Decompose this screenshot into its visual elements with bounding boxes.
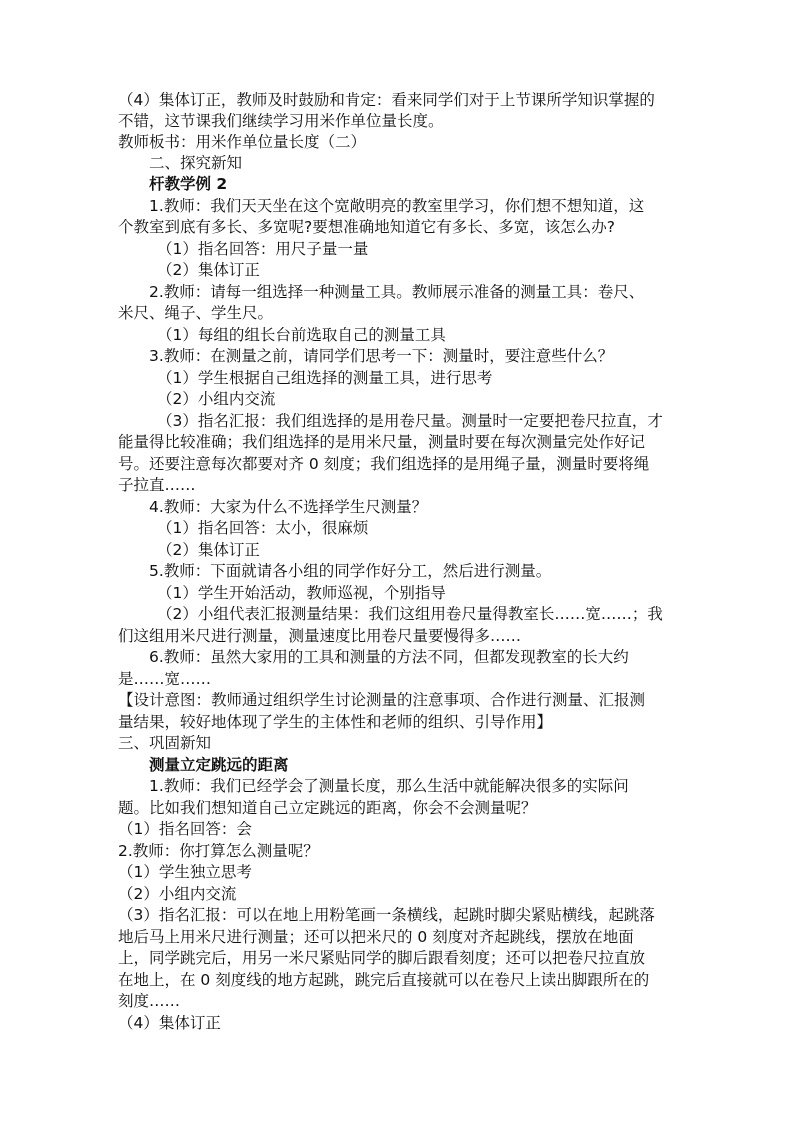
- text-line: 子拉直……: [118, 476, 196, 494]
- text-line: 不错，这节课我们继续学习用米作单位量长度。: [118, 112, 444, 130]
- text-line: （3）指名汇报：我们组选择的是用卷尺量。测量时一定要把卷尺拉直，才: [157, 412, 663, 430]
- text-line: 能量得比较准确；我们组选择的是用米尺量，测量时要在每次测量完处作好记: [118, 433, 646, 451]
- text-line: （2）小组代表汇报测量结果：我们这组用卷尺量得教室长……宽……；我: [157, 605, 663, 623]
- text-line: 4.教师：大家为什么不选择学生尺测量？: [149, 498, 428, 516]
- text-line: 2.教师：请每一组选择一种测量工具。教师展示准备的测量工具：卷尺、: [149, 283, 645, 301]
- text-line: （1）每组的组长台前选取自己的测量工具: [157, 326, 446, 344]
- text-line: （1）指名回答：会: [118, 820, 252, 838]
- text-line: 号。还要注意每次都要对齐 0 刻度；我们组选择的是用绳子量，测量时要将绳: [118, 455, 650, 473]
- text-line: （1）指名回答：太小，很麻烦: [157, 519, 369, 537]
- text-line: 上，同学跳完后，用另一米尺紧贴同学的脚后跟看刻度；还可以把卷尺拉直放: [118, 949, 646, 967]
- text-line: 米尺、绳子、学生尺。: [118, 304, 274, 322]
- text-line: 们这组用米尺进行测量，测量速度比用卷尺量要慢得多……: [118, 627, 522, 645]
- text-line: 5.教师：下面就请各小组的同学作好分工，然后进行测量。: [149, 562, 552, 580]
- text-line: （2）集体订正: [157, 541, 260, 559]
- text-line: 在地上，在 0 刻度线的地方起跳，跳完后直接就可以在卷尺上读出脚跟所在的: [118, 971, 650, 989]
- text-line: 地后马上用米尺进行测量；还可以把米尺的 0 刻度对齐起跳线，摆放在地面: [118, 928, 634, 946]
- design-intent-note: 量结果，较好地体现了学生的主体性和老师的组织、引导作用】: [118, 713, 553, 731]
- section-heading: 二、探究新知: [149, 154, 243, 172]
- subsection-heading: 杆教学例 2: [149, 175, 228, 193]
- text-line: 是……宽……: [118, 670, 212, 688]
- text-line: 题。比如我们想知道自己立定跳远的距离，你会不会测量呢？: [118, 799, 537, 817]
- design-intent-note: 【设计意图：教师通过组织学生讨论测量的注意事项、合作进行测量、汇报测: [118, 691, 646, 709]
- subsection-heading: 测量立定跳远的距离: [149, 756, 289, 774]
- text-line: （2）小组内交流: [118, 885, 237, 903]
- text-line: （2）小组内交流: [157, 390, 276, 408]
- text-line: 刻度……: [118, 992, 181, 1010]
- text-line: 3.教师：在测量之前，请同学们思考一下：测量时，要注意些什么？: [149, 347, 614, 365]
- text-line: 1.教师：我们天天坐在这个宽敞明亮的教室里学习，你们想不想知道，这: [149, 197, 645, 215]
- text-line: 6.教师：虽然大家用的工具和测量的方法不同，但都发现教室的长大约: [149, 648, 629, 666]
- text-line: 1.教师：我们已经学会了测量长度，那么生活中就能解决很多的实际问: [149, 777, 629, 795]
- text-line: 教师板书：用米作单位量长度（二）: [118, 133, 367, 151]
- text-line: （1）学生开始活动，教师巡视，个别指导: [157, 584, 446, 602]
- text-line: 2.教师：你打算怎么测量呢？: [118, 842, 319, 860]
- text-line: （3）指名汇报：可以在地上用粉笔画一条横线，起跳时脚尖紧贴横线，起跳落: [118, 906, 655, 924]
- text-line: （1）学生根据自己组选择的测量工具，进行思考: [157, 369, 493, 387]
- text-line: （1）学生独立思考: [118, 863, 252, 881]
- text-line: （2）集体订正: [157, 261, 260, 279]
- section-heading: 三、巩固新知: [118, 734, 212, 752]
- text-line: （4）集体订正，教师及时鼓励和肯定：看来同学们对于上节课所学知识掌握的: [118, 91, 655, 109]
- text-line: （4）集体订正: [118, 1014, 221, 1032]
- text-line: 个教室到底有多长、多宽呢?要想准确地知道它有多长、多宽，该怎么办?: [118, 218, 615, 236]
- text-line: （1）指名回答：用尺子量一量: [157, 240, 369, 258]
